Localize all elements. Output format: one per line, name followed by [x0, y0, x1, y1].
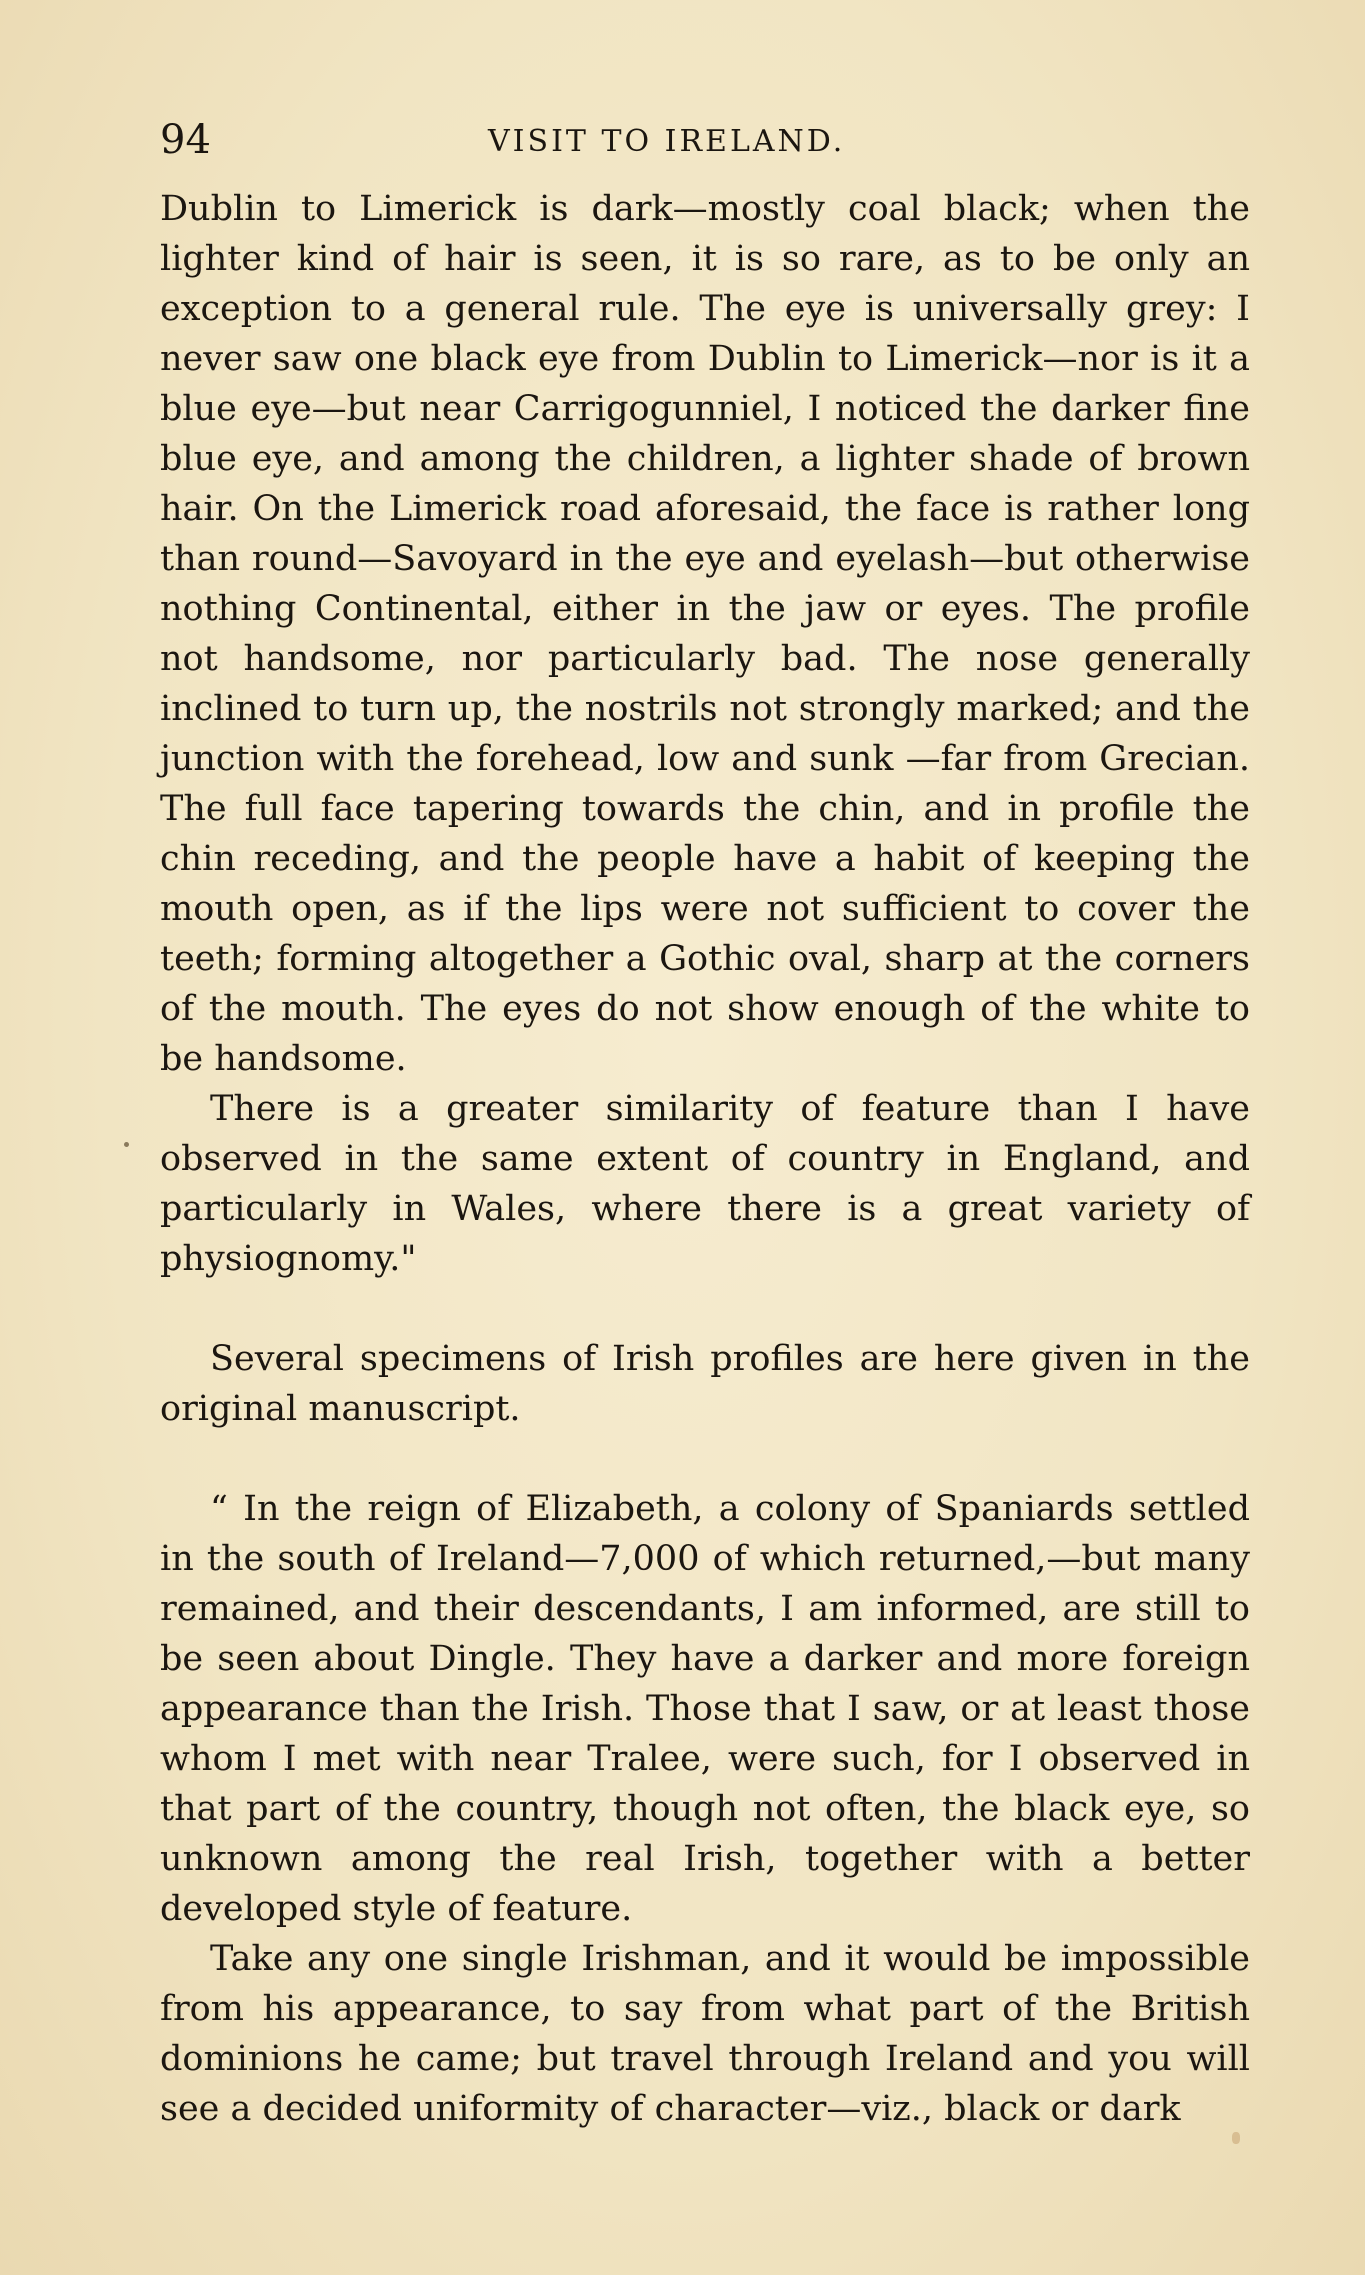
paragraph-similarity-of-feature: There is a greater similarity of feature than I have observed in the same extent of country in England, and particularly in Wales, where there is a great variety of physiognomy."	[160, 1089, 1250, 1279]
body-text	[160, 184, 1250, 2134]
paper-stain	[1232, 2132, 1240, 2144]
running-title: VISIT TO IRELAND.	[488, 124, 846, 159]
paragraph-hair-and-eyes: Dublin to Limerick is dark—mostly coal black; when the lighter kind of hair is seen, it is so rare, as to be only an exception to a general rule. The eye is universally grey: I never saw one black eye from Dublin to Limerick—nor is it a blue eye—but near Carrigogunniel, I noticed the darker fine blue eye, and among the children, a lighter shade of brown hair. On the Limerick road aforesaid, the face is rather long than round—Savoyard in the eye and eyelash—but otherwise nothing Continental, either in the jaw or eyes. The profile not handsome, nor particularly bad. The nose generally inclined to turn up, the nostrils not strongly marked; and the junction with the forehead, low and sunk —far from Grecian. The full face tapering towards the chin, and in profile the chin receding, and the people have a habit of keeping the mouth open, as if the lips were not sufficient to cover the teeth; forming altogether a Gothic oval, sharp at the corners of the mouth. The eyes do not show enough of the white to be handsome.	[160, 189, 1250, 1079]
page-number: 94	[160, 117, 211, 163]
margin-speck	[124, 1142, 129, 1147]
paragraph-profiles-note: Several specimens of Irish profiles are here given in the original manuscript.	[160, 1339, 1250, 1429]
running-head	[160, 112, 1250, 168]
paragraph-spaniards: “ In the reign of Elizabeth, a colony of Spaniards settled in the south of Ireland—7,000 of which returned,—but many remained, and their descendants, I am informed, are still to be seen about Dingle. They have a darker and more foreign appearance than the Irish. Those that I saw, or at least those whom I met with near Tralee, were such, for I observed in that part of the country, though not often, the black eye, so unknown among the real Irish, together with a better developed style of feature.	[160, 1489, 1250, 1929]
paragraph-uniformity: Take any one single Irishman, and it would be impossible from his appearance, to say from what part of the British dominions he came; but travel through Ireland and you will see a decided uniformity of character—viz., black or dark	[160, 1939, 1250, 2129]
